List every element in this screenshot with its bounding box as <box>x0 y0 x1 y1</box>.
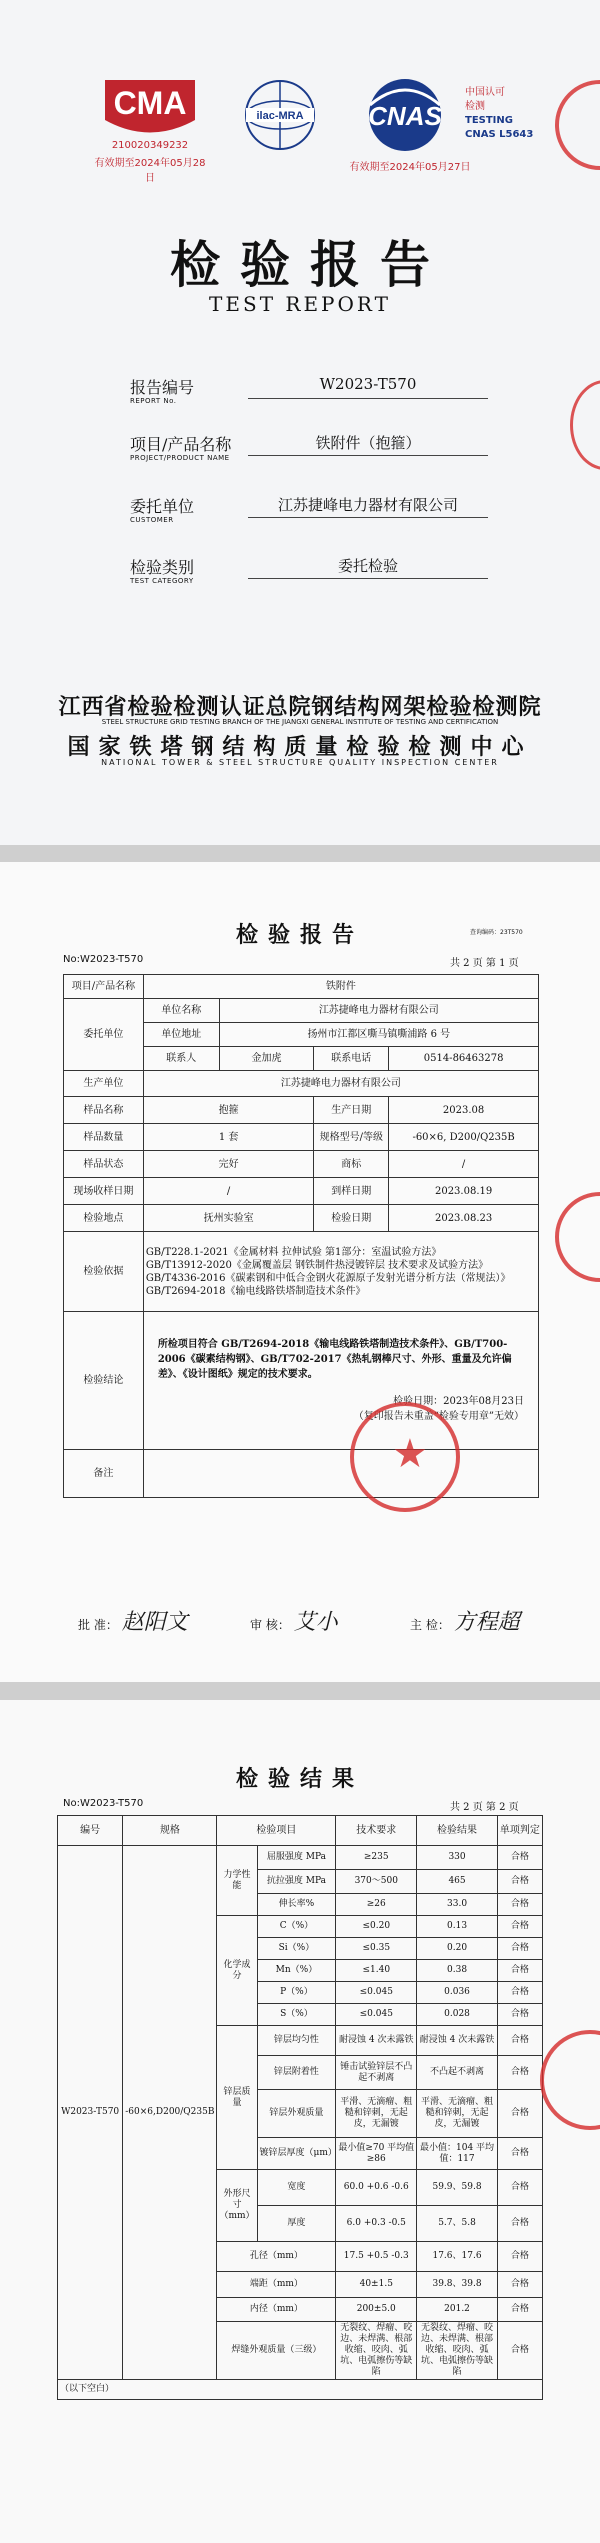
ilac-logo-text: ilac-MRA <box>256 110 304 122</box>
results-title: 检验结果 <box>235 1766 364 1792</box>
cma-logo-icon <box>95 70 205 140</box>
results-header-row: 编号 规格 检验项目 技术要求 检验结果 单项判定 <box>58 1816 543 1846</box>
table-row: 化学成分 C（%） ≤0.20 0.13 合格 <box>58 1916 543 1938</box>
center-name: 国家铁塔钢结构质量检验检测中心 <box>67 734 533 760</box>
institute-name: 江西省检验检测认证总院钢结构网架检验检测院 <box>58 694 542 720</box>
table-row: 内径（mm） 200±5.0 201.2 合格 <box>58 2298 543 2322</box>
table-row: Si（%） ≤0.35 0.20 合格 <box>58 1938 543 1960</box>
report-title: 检验报告 <box>235 922 364 948</box>
table-row: 外形尺寸（mm） 宽度 60.0 +0.6 -0.6 59.9、59.8 合格 <box>58 2170 543 2206</box>
blank-note-row: （以下空白） <box>58 2380 543 2400</box>
page-count: 共 2 页 第 1 页 <box>450 958 519 969</box>
inspection-seal-icon: ★ <box>350 1402 460 1512</box>
main-test-signature: 主 检： 方程超 <box>410 1610 520 1635</box>
institute-name-en: STEEL STRUCTURE GRID TESTING BRANCH OF THE JIANGXI GENERAL INSTITUTE OF TESTING AND CERTIFICATION <box>101 718 499 726</box>
field-test-category: 检验类别 TEST CATEGORY 委托检验 <box>130 555 490 595</box>
table-row: 伸长率% ≥26 33.0 合格 <box>58 1894 543 1916</box>
table-row: 锌层质量 锌层均匀性 耐浸蚀 4 次未露铁 耐浸蚀 4 次未露铁 合格 <box>58 2026 543 2056</box>
table-row: 镀锌层厚度（μm） 最小值≥70 平均值≥86 最小值：104 平均值：117 合格 <box>58 2138 543 2170</box>
results-table <box>57 1815 543 2400</box>
center-name-en: NATIONAL TOWER & STEEL STRUCTURE QUALITY INSPECTION CENTER <box>101 758 499 767</box>
report-no: No:W2023-T570 <box>63 954 144 965</box>
cnas-info: 中国认可 检测 TESTING CNAS L5643 <box>465 87 534 140</box>
cnas-logo-text: CNAS <box>368 101 442 131</box>
table-row: 孔径（mm） 17.5 +0.5 -0.3 17.6、17.6 合格 <box>58 2242 543 2272</box>
ilac-mra-logo-icon <box>240 75 320 155</box>
table-row: 厚度 6.0 +0.3 -0.5 5.7、5.8 合格 <box>58 2206 543 2242</box>
results-page <box>0 1700 600 2543</box>
cover-title-en: TEST REPORT <box>209 292 391 316</box>
report-table: 项目/产品名称 铁附件 委托单位 单位名称 江苏捷峰电力器材有限公司 单位地址 扬州市江都区嘶马镇嘶浦路 6 号 联系人 金加虎 联系电话 0514-86463278 生产单位 江苏捷峰电力器材有限公司 样品名称 抱箍 生产日期 2023.08 样品数量 1 套 规格型号/等级 -60×6, D200/Q235B 样品状态 完好 商标 / 现场收样日期 / 到样日期 2023.08.19 检验地点 抚州实验室 检验日期 2023.08.23 检验依据 GB/T228.1-2021《金属材料 拉伸试验 第1部分：室温试验方法》 GB/T13912-2020《金属覆盖层 钢铁制件热浸镀锌层 技术要求及试验方法》 GB/T4336-2016《碳素钢和中低合金钢火花源原子发射光谱分析方法（常规法）》 GB/T2694-2018《输电线路铁塔制造技术条件》 检验结论 所检项目符合 GB/T2694-2018《输电线路铁塔制造技术条件》、GB/T700-2006《碳素结构钢》、GB/T702-2017《热轧钢棒尺寸、外形、重量及允许偏差》、《设计图纸》规定的技术要求。 检验日期：2023年08月23日 （复印报告未重盖“检验专用章”无效） 备注 <box>63 974 539 1498</box>
accreditation-logos <box>95 70 535 190</box>
cma-logo-text: CMA <box>113 85 187 121</box>
results-page-count: 共 2 页 第 2 页 <box>450 1802 519 1813</box>
review-signature: 审 核： 艾小 <box>250 1610 338 1635</box>
cma-valid-date: 有效期至2024年05月28日 <box>94 158 206 184</box>
basis-list: GB/T228.1-2021《金属材料 拉伸试验 第1部分：室温试验方法》 GB/T13912-2020《金属覆盖层 钢铁制件热浸镀锌层 技术要求及试验方法》 GB/T4336-2016《碳素钢和中低合金钢火花源原子发射光谱分析方法（常规法）》 GB/T2694-2018《输电线路铁塔制造技术条件》 <box>143 1232 538 1312</box>
approve-signature: 批 准： 赵阳文 <box>78 1610 188 1635</box>
field-product-name: 项目/产品名称 PROJECT/PRODUCT NAME 铁附件（抱箍） <box>130 432 490 472</box>
seal-stamp-icon <box>540 2030 600 2130</box>
table-row: 锌层附着性 锤击试验锌层不凸起不剥离 不凸起不剥离 合格 <box>58 2056 543 2090</box>
table-row: S（%） ≤0.045 0.028 合格 <box>58 2004 543 2026</box>
cnas-valid-date: 有效期至2024年05月27日 <box>349 162 471 173</box>
table-row: P（%） ≤0.045 0.036 合格 <box>58 1982 543 2004</box>
table-row: 端距（mm） 40±1.5 39.8、39.8 合格 <box>58 2272 543 2298</box>
cover-title: 检验报告 <box>170 235 450 294</box>
report-page <box>0 862 600 1682</box>
cma-number: 210020349232 <box>111 140 189 151</box>
seal-stamp-icon <box>555 80 600 170</box>
table-row: W2023-T570 -60×6,D200/Q235B 力学性能 屈服强度 MPa ≥235 330 合格 <box>58 1846 543 1870</box>
table-row: Mn（%） ≤1.40 0.38 合格 <box>58 1960 543 1982</box>
results-report-no: No:W2023-T570 <box>63 1798 144 1809</box>
seal-stamp-icon <box>555 1192 600 1282</box>
table-row: 焊缝外观质量（三级） 无裂纹、焊瘤、咬边、未焊满、根部收缩、咬肉、弧坑、电弧擦伤等缺陷 无裂纹、焊瘤、咬边、未焊满、根部收缩、咬肉、弧坑、电弧擦伤等缺陷 合格 <box>58 2322 543 2380</box>
seal-stamp-icon <box>570 380 600 470</box>
qr-note: 查询编码：23T570 <box>470 929 523 936</box>
table-row: 锌层外观质量 平滑、无滴瘤、粗糙和锌刺，无起皮，无漏镀 平滑、无滴瘤、粗糙和锌刺，无起皮，无漏镀 合格 <box>58 2090 543 2138</box>
field-report-no: 报告编号 REPORT No. W2023-T570 <box>130 375 490 415</box>
table-row: 抗拉强度 MPa 370～500 465 合格 <box>58 1870 543 1894</box>
field-customer: 委托单位 CUSTOMER 江苏捷峰电力器材有限公司 <box>130 494 490 534</box>
cover-page <box>0 0 600 845</box>
cnas-logo-icon <box>350 75 460 155</box>
conclusion: 所检项目符合 GB/T2694-2018《输电线路铁塔制造技术条件》、GB/T700-2006《碳素结构钢》、GB/T702-2017《热轧钢棒尺寸、外形、重量及允许偏差》、《设计图纸》规定的技术要求。 检验日期：2023年08月23日 （复印报告未重盖“检验专用章”无效） <box>143 1312 538 1450</box>
